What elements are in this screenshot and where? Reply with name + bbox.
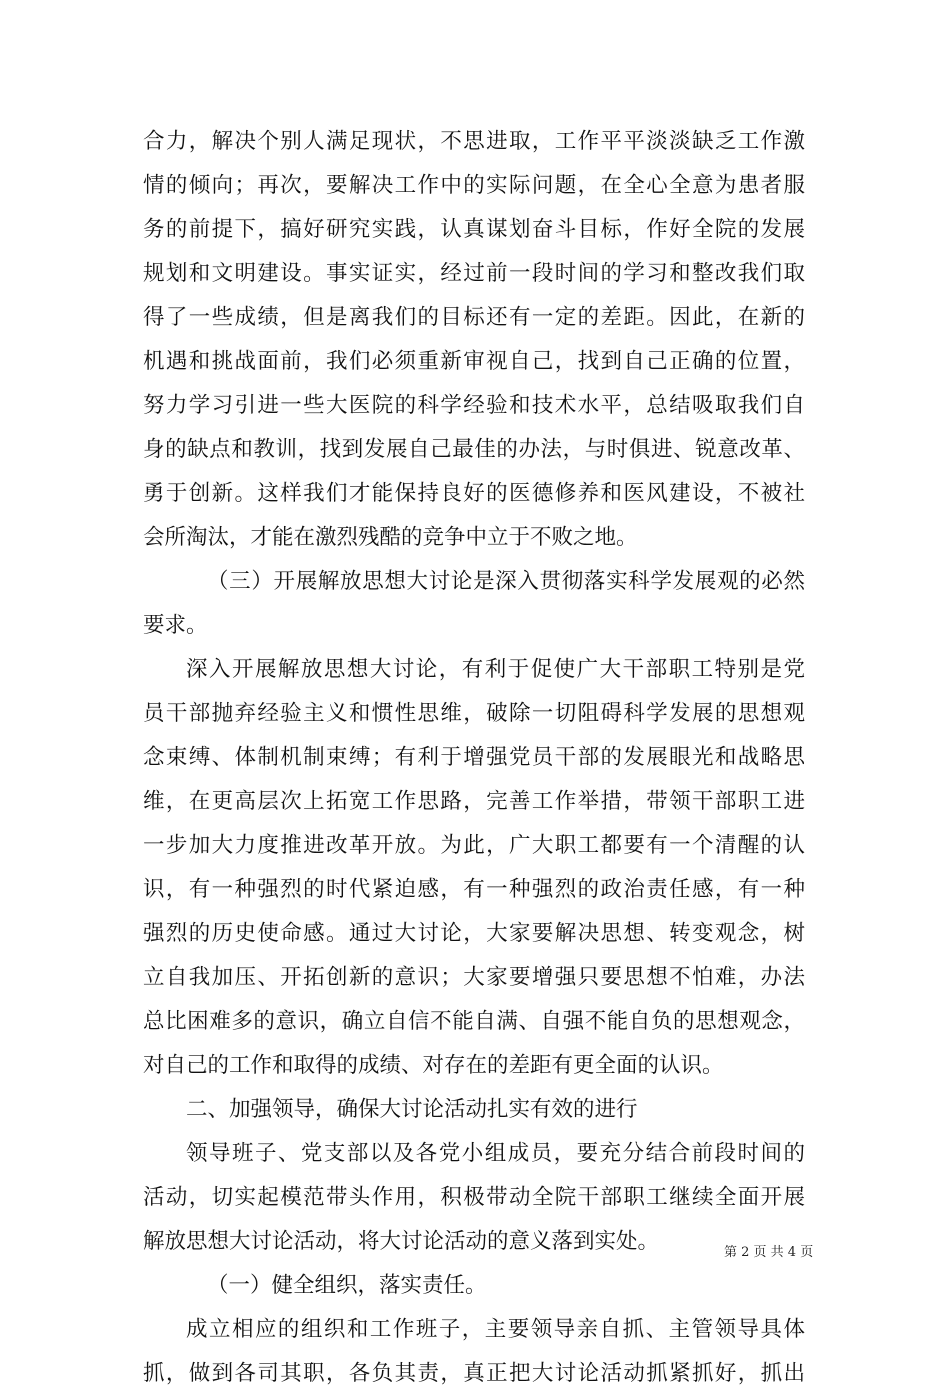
body-line: 强烈的历史使命感。通过大讨论，大家要解决思想、转变观念，树	[143, 921, 805, 946]
body-line: 领导班子、党支部以及各党小组成员，要充分结合前段时间的	[186, 1141, 805, 1166]
body-line: 勇于创新。这样我们才能保持良好的医德修养和医风建设，不被社	[143, 481, 805, 506]
body-line: 一步加大力度推进改革开放。为此，广大职工都要有一个清醒的认	[143, 833, 805, 858]
body-line: 机遇和挑战面前，我们必须重新审视自己，找到自己正确的位置，	[143, 349, 805, 374]
body-line: 员干部抛弃经验主义和惯性思维，破除一切阻碍科学发展的思想观	[143, 701, 805, 726]
body-line: 合力，解决个别人满足现状，不思进取，工作平平淡淡缺乏工作激	[143, 129, 805, 154]
body-line: 规划和文明建设。事实证实，经过前一段时间的学习和整改我们取	[143, 261, 805, 286]
body-line: 务的前提下，搞好研究实践，认真谋划奋斗目标，作好全院的发展	[143, 217, 805, 242]
section-heading-continued: 要求。	[143, 613, 208, 638]
body-line: 成立相应的组织和工作班子，主要领导亲自抓、主管领导具体	[186, 1317, 805, 1342]
body-line: 得了一些成绩，但是离我们的目标还有一定的差距。因此，在新的	[143, 305, 805, 330]
body-line: 努力学习引进一些大医院的科学经验和技术水平，总结吸取我们自	[143, 393, 805, 418]
body-line: 深入开展解放思想大讨论，有利于促使广大干部职工特别是党	[186, 657, 805, 682]
body-line: 识，有一种强烈的时代紧迫感，有一种强烈的政治责任感，有一种	[143, 877, 805, 902]
body-line: 会所淘汰，才能在激烈残酷的竞争中立于不败之地。	[143, 525, 638, 550]
body-line: 念束缚、体制机制束缚；有利于增强党员干部的发展眼光和战略思	[143, 745, 805, 770]
body-line: 对自己的工作和取得的成绩、对存在的差距有更全面的认识。	[143, 1053, 724, 1078]
section-heading: 二、加强领导，确保大讨论活动扎实有效的进行	[186, 1097, 638, 1122]
body-line: 活动，切实起模范带头作用，积极带动全院干部职工继续全面开展	[143, 1185, 805, 1210]
section-heading: （三）开展解放思想大讨论是深入贯彻落实科学发展观的必然	[207, 569, 805, 594]
body-line: 总比困难多的意识，确立自信不能自满、自强不能自负的思想观念，	[143, 1009, 805, 1034]
body-line: 情的倾向；再次，要解决工作中的实际问题，在全心全意为患者服	[143, 173, 805, 198]
document-body	[143, 120, 805, 1396]
body-line: 维，在更高层次上拓宽工作思路，完善工作举措，带领干部职工进	[143, 789, 805, 814]
subsection-heading: （一）健全组织，落实责任。	[207, 1273, 487, 1298]
body-line: 抓，做到各司其职，各负其责，真正把大讨论活动抓紧抓好，抓出	[143, 1361, 805, 1386]
body-line: 身的缺点和教训，找到发展自己最佳的办法，与时俱进、锐意改革、	[143, 437, 805, 462]
page-number: 第 2 页 共 4 页	[724, 1245, 814, 1260]
body-line: 立自我加压、开拓创新的意识；大家要增强只要思想不怕难，办法	[143, 965, 805, 990]
body-line: 解放思想大讨论活动，将大讨论活动的意义落到实处。	[143, 1229, 660, 1254]
